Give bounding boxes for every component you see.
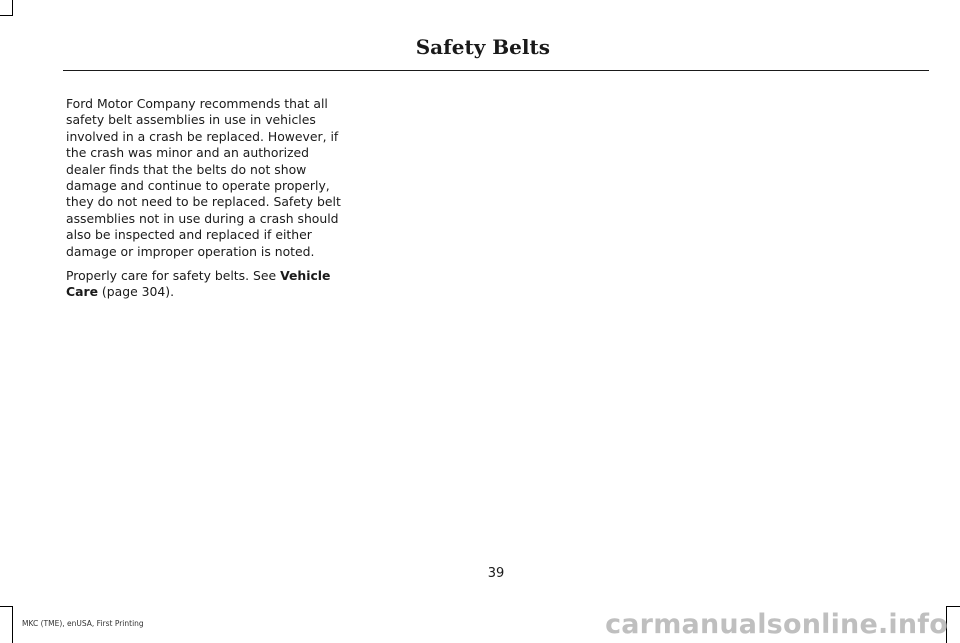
body-paragraph-1: Ford Motor Company recommends that all safety belt assemblies in use in vehicles involved in a crash be replaced. However, if the crash was minor and an authorized dealer finds that the belts do not show damage and continue to operate properly, they do not need to be replaced. Safety belt assemblies not in use during a crash should also be inspected and replaced if either damage or improper operation is noted. (66, 96, 341, 259)
crop-mark-top-left-vertical (12, 0, 13, 15)
watermark: carmanualsonline.info (605, 609, 948, 640)
page-number: 39 (487, 566, 505, 581)
paragraph-2-prefix: Properly care for safety belts. See (66, 268, 281, 284)
crop-mark-bottom-left-vertical (12, 607, 13, 643)
crop-mark-bottom-left-horizontal (0, 606, 13, 607)
page-title: Safety Belts (415, 35, 550, 59)
footer-edition-text: MKC (TME), enUSA, First Printing (22, 619, 144, 628)
body-paragraph-2 (66, 268, 352, 301)
title-divider (63, 70, 929, 71)
crop-mark-bottom-right-horizontal (946, 606, 960, 607)
paragraph-2-suffix: (page 304). (97, 284, 175, 300)
body-text-column (66, 96, 352, 309)
crop-mark-top-left-horizontal (0, 15, 13, 16)
vehicle-care-link[interactable]: Vehicle Care (66, 268, 331, 300)
